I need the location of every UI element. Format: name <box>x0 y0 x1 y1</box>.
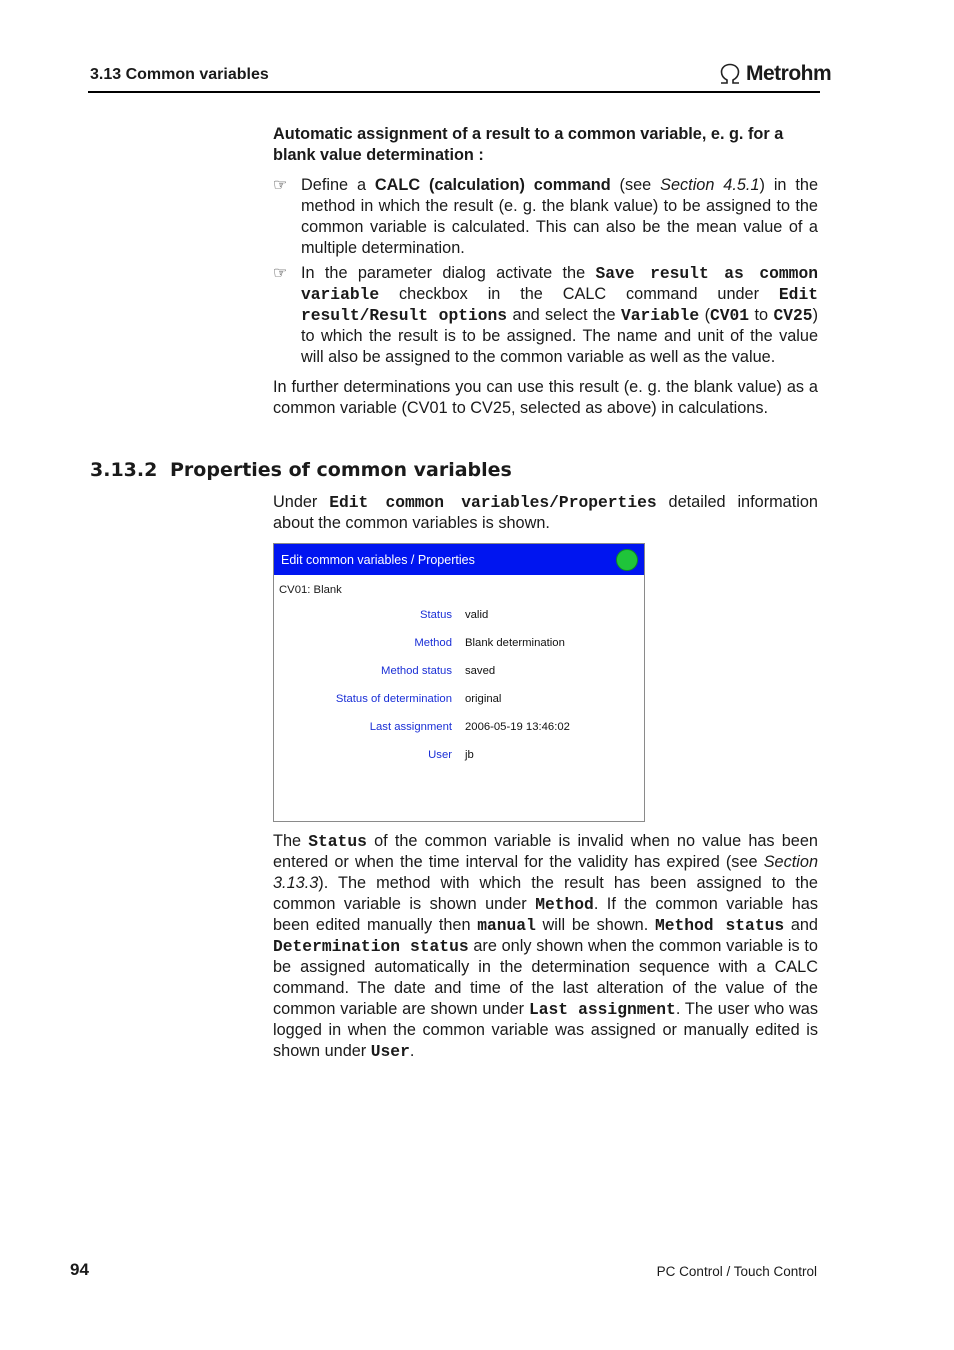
logo-text: Metrohm <box>746 62 832 85</box>
bullet-item-save-result <box>273 263 818 368</box>
property-row-user <box>274 749 644 765</box>
bullet-item-define-calc <box>273 175 818 259</box>
metrohm-logo <box>718 62 831 86</box>
paragraph-under-properties: Under Edit common variables/Properties detailed information about the common variables is shown. <box>273 493 818 532</box>
property-label: Method status <box>381 665 452 677</box>
property-value: saved <box>465 665 496 677</box>
running-header-section: 3.13 Common variables <box>90 66 269 83</box>
property-label: Status of determination <box>335 693 452 705</box>
property-value: original <box>465 693 502 705</box>
property-label: Method <box>414 637 452 649</box>
property-row-status-of-determination <box>274 693 644 709</box>
property-row-status <box>274 609 644 625</box>
dialog-title: Edit common variables / Properties <box>281 552 475 567</box>
section-title: Properties of common variables <box>170 459 512 481</box>
property-value: 2006-05-19 13:46:02 <box>465 721 570 733</box>
property-value: Blank determination <box>465 637 565 649</box>
section-heading <box>90 459 512 481</box>
properties-dialog <box>273 543 645 822</box>
property-value: jb <box>465 749 474 761</box>
footer-product: PC Control / Touch Control <box>656 1264 817 1279</box>
paragraph-status-explanation: The Status of the common variable is invalid when no value has been entered or when the time interval for the validity has expired (see Section 3.13.3). The method with which the result has been assigned to the common variable is shown under Method. If the common variable has been edited manually then manual will be shown. Method status and Determination status are only shown when the common variable is to be assigned automatically in the determination sequence with a CALC command. The date and time of the last alteration of the value of the common variable are shown under Last assignment. The user who was logged in when the common variable was assigned or manually edited is shown under User. <box>273 832 818 1061</box>
property-label: Status <box>419 609 452 621</box>
page-number: 94 <box>70 1260 89 1279</box>
header-rule <box>88 91 820 93</box>
intro-heading: Automatic assignment of a result to a common variable, e. g. for a blank value determination : <box>273 125 784 164</box>
omega-icon <box>718 63 742 85</box>
pointing-hand-icon: ☞ <box>273 265 288 282</box>
pointing-hand-icon: ☞ <box>273 177 288 194</box>
common-variable-name: CV01: Blank <box>279 584 342 596</box>
status-led-icon <box>616 549 638 571</box>
property-label: User <box>428 749 452 761</box>
property-label: Last assignment <box>369 721 452 733</box>
property-row-method <box>274 637 644 653</box>
property-row-last-assignment <box>274 721 644 737</box>
section-number: 3.13.2 <box>90 459 158 481</box>
bullet-text: Define a CALC (calculation) command (see Section 4.5.1) in the method in which the result (e. g. the blank value) to be assigned to the common variable is calculated. This can also be the mean value of a multiple determination. <box>301 176 819 257</box>
property-row-method-status <box>274 665 644 681</box>
property-value: valid <box>465 609 489 621</box>
dialog-title-bar <box>274 544 644 575</box>
paragraph-further-determinations: In further determinations you can use this result (e. g. the blank value) as a common variable (CV01 to CV25, selected as above) in calculations. <box>273 378 818 417</box>
bullet-text: In the parameter dialog activate the Save result as common variable checkbox in the CALC command under Edit result/Result options and select the Variable (CV01 to CV25) to which the result is to be assigned. The name and unit of the value will also be assigned to the common variable as well as the value. <box>301 264 818 366</box>
